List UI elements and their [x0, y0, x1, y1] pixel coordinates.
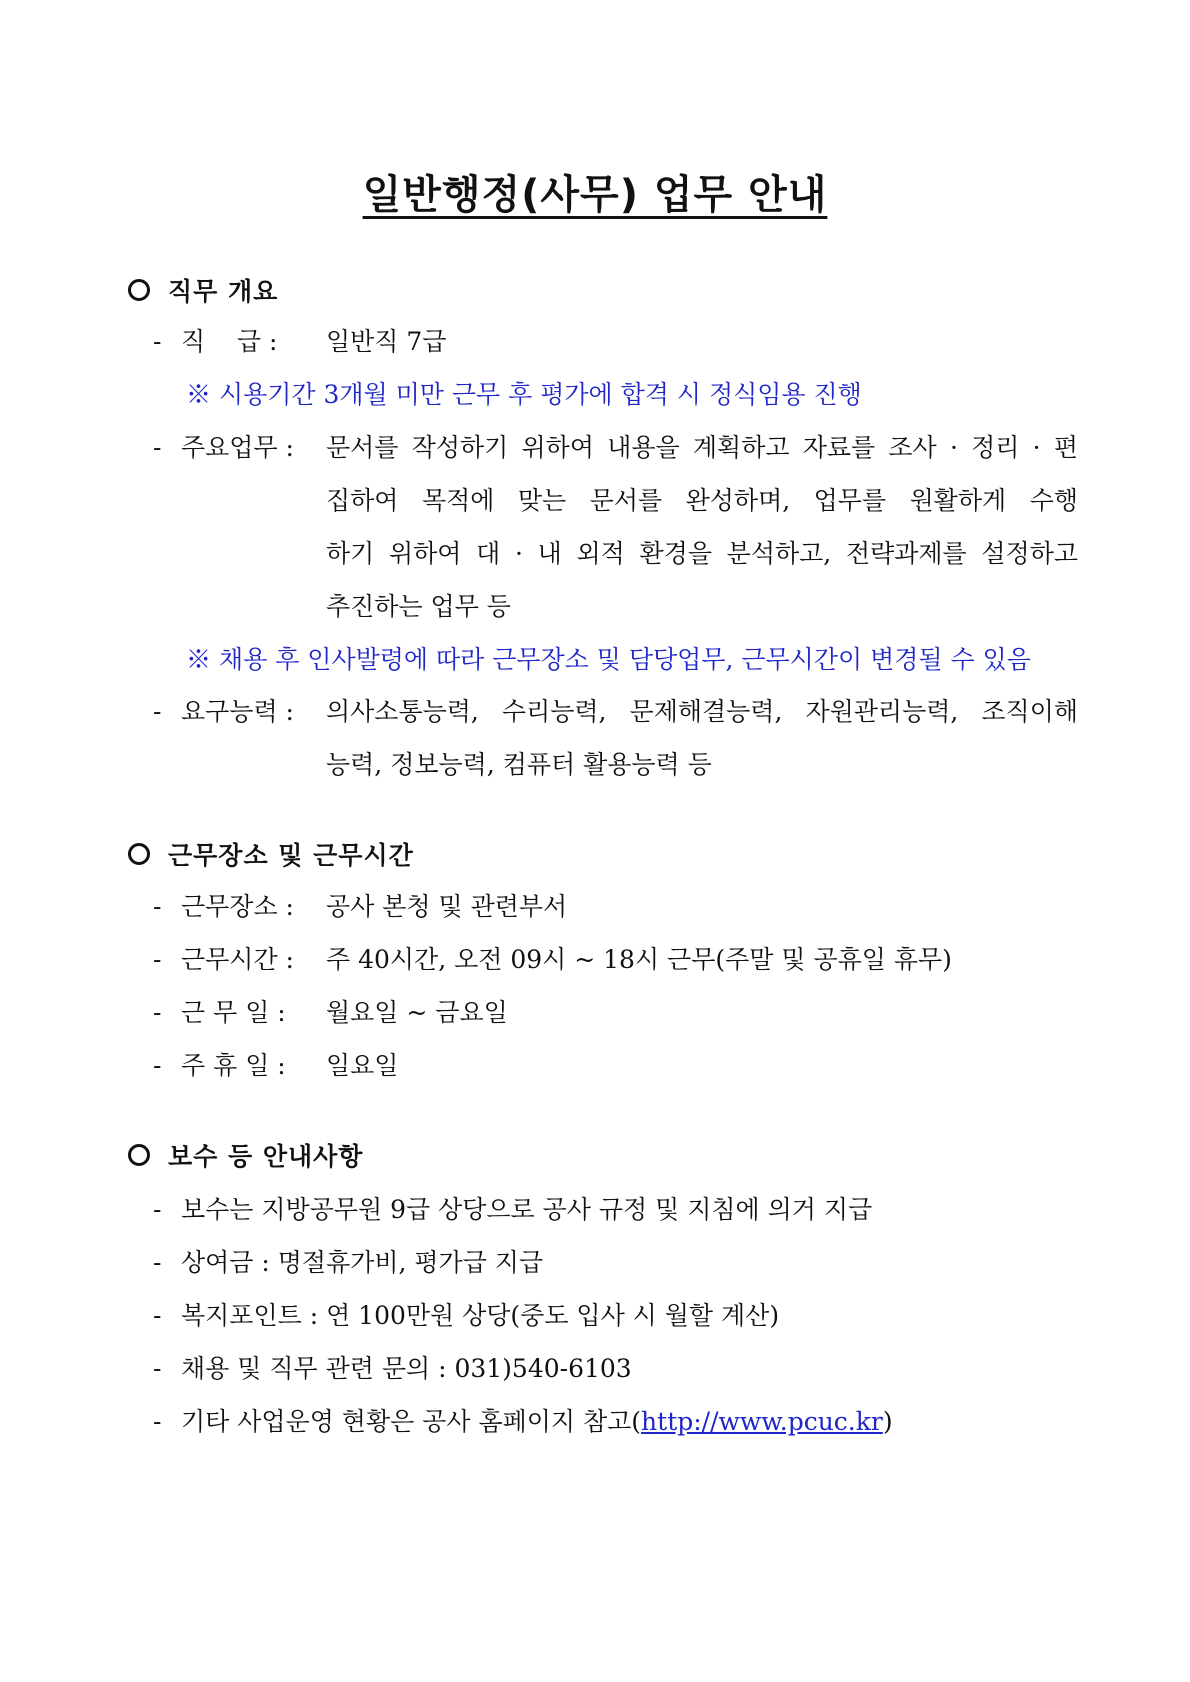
homepage-link[interactable]: http://www.pcuc.kr	[641, 1407, 883, 1436]
pay-item: - 상여금 : 명절휴가비, 평가급 지급	[153, 1248, 544, 1277]
workplace-value: 공사 본청 및 관련부서	[326, 892, 568, 921]
holiday-row: - 주 휴 일 :	[153, 1051, 286, 1080]
pay-item: - 채용 및 직무 관련 문의 : 031)540-6103	[153, 1354, 632, 1383]
workdays-value: 월요일 ~ 금요일	[326, 998, 508, 1027]
circle-bullet-icon	[128, 1144, 150, 1166]
duties-line: 문서를 작성하기 위하여 내용을 계획하고 자료를 조사 · 정리 · 편	[326, 433, 1078, 462]
circle-bullet-icon	[128, 279, 150, 301]
duties-line: 하기 위하여 대 · 내 외적 환경을 분석하고, 전략과제를 설정하고	[326, 539, 1078, 568]
duties-line: 추진하는 업무 등	[326, 592, 511, 621]
holiday-value: 일요일	[326, 1051, 399, 1080]
skills-line: 의사소통능력, 수리능력, 문제해결능력, 자원관리능력, 조직이해	[326, 697, 1078, 726]
pay-item: - 보수는 지방공무원 9급 상당으로 공사 규정 및 지침에 의거 지급	[153, 1195, 873, 1224]
page-title: 일반행정(사무) 업무 안내	[362, 172, 828, 218]
workplace-row: - 근무장소 :	[153, 892, 294, 921]
section-heading-overview: 직무 개요	[128, 272, 278, 308]
grade-value: 일반직 7급	[326, 327, 447, 356]
workdays-row: - 근 무 일 :	[153, 998, 286, 1027]
probation-note: ※ 시용기간 3개월 미만 근무 후 평가에 합격 시 정식임용 진행	[186, 380, 862, 409]
skills-row: - 요구능력 :	[153, 697, 294, 726]
duties-row: - 주요업무 :	[153, 433, 294, 462]
hours-value: 주 40시간, 오전 09시 ~ 18시 근무(주말 및 공휴일 휴무)	[326, 945, 952, 974]
section-heading-pay: 보수 등 안내사항	[128, 1137, 363, 1173]
hours-row: - 근무시간 :	[153, 945, 294, 974]
change-note: ※ 채용 후 인사발령에 따라 근무장소 및 담당업무, 근무시간이 변경될 수 있음	[186, 645, 1031, 674]
grade-row: - 직 급 :	[153, 327, 278, 356]
pay-item-homepage: - 기타 사업운영 현황은 공사 홈페이지 참고(http://www.pcuc.kr)	[153, 1407, 893, 1436]
duties-line: 집하여 목적에 맞는 문서를 완성하며, 업무를 원활하게 수행	[326, 486, 1078, 515]
section-heading-workplace: 근무장소 및 근무시간	[128, 836, 414, 872]
skills-line: 능력, 정보능력, 컴퓨터 활용능력 등	[326, 750, 712, 779]
pay-item: - 복지포인트 : 연 100만원 상당(중도 입사 시 월할 계산)	[153, 1301, 780, 1330]
circle-bullet-icon	[128, 843, 150, 865]
